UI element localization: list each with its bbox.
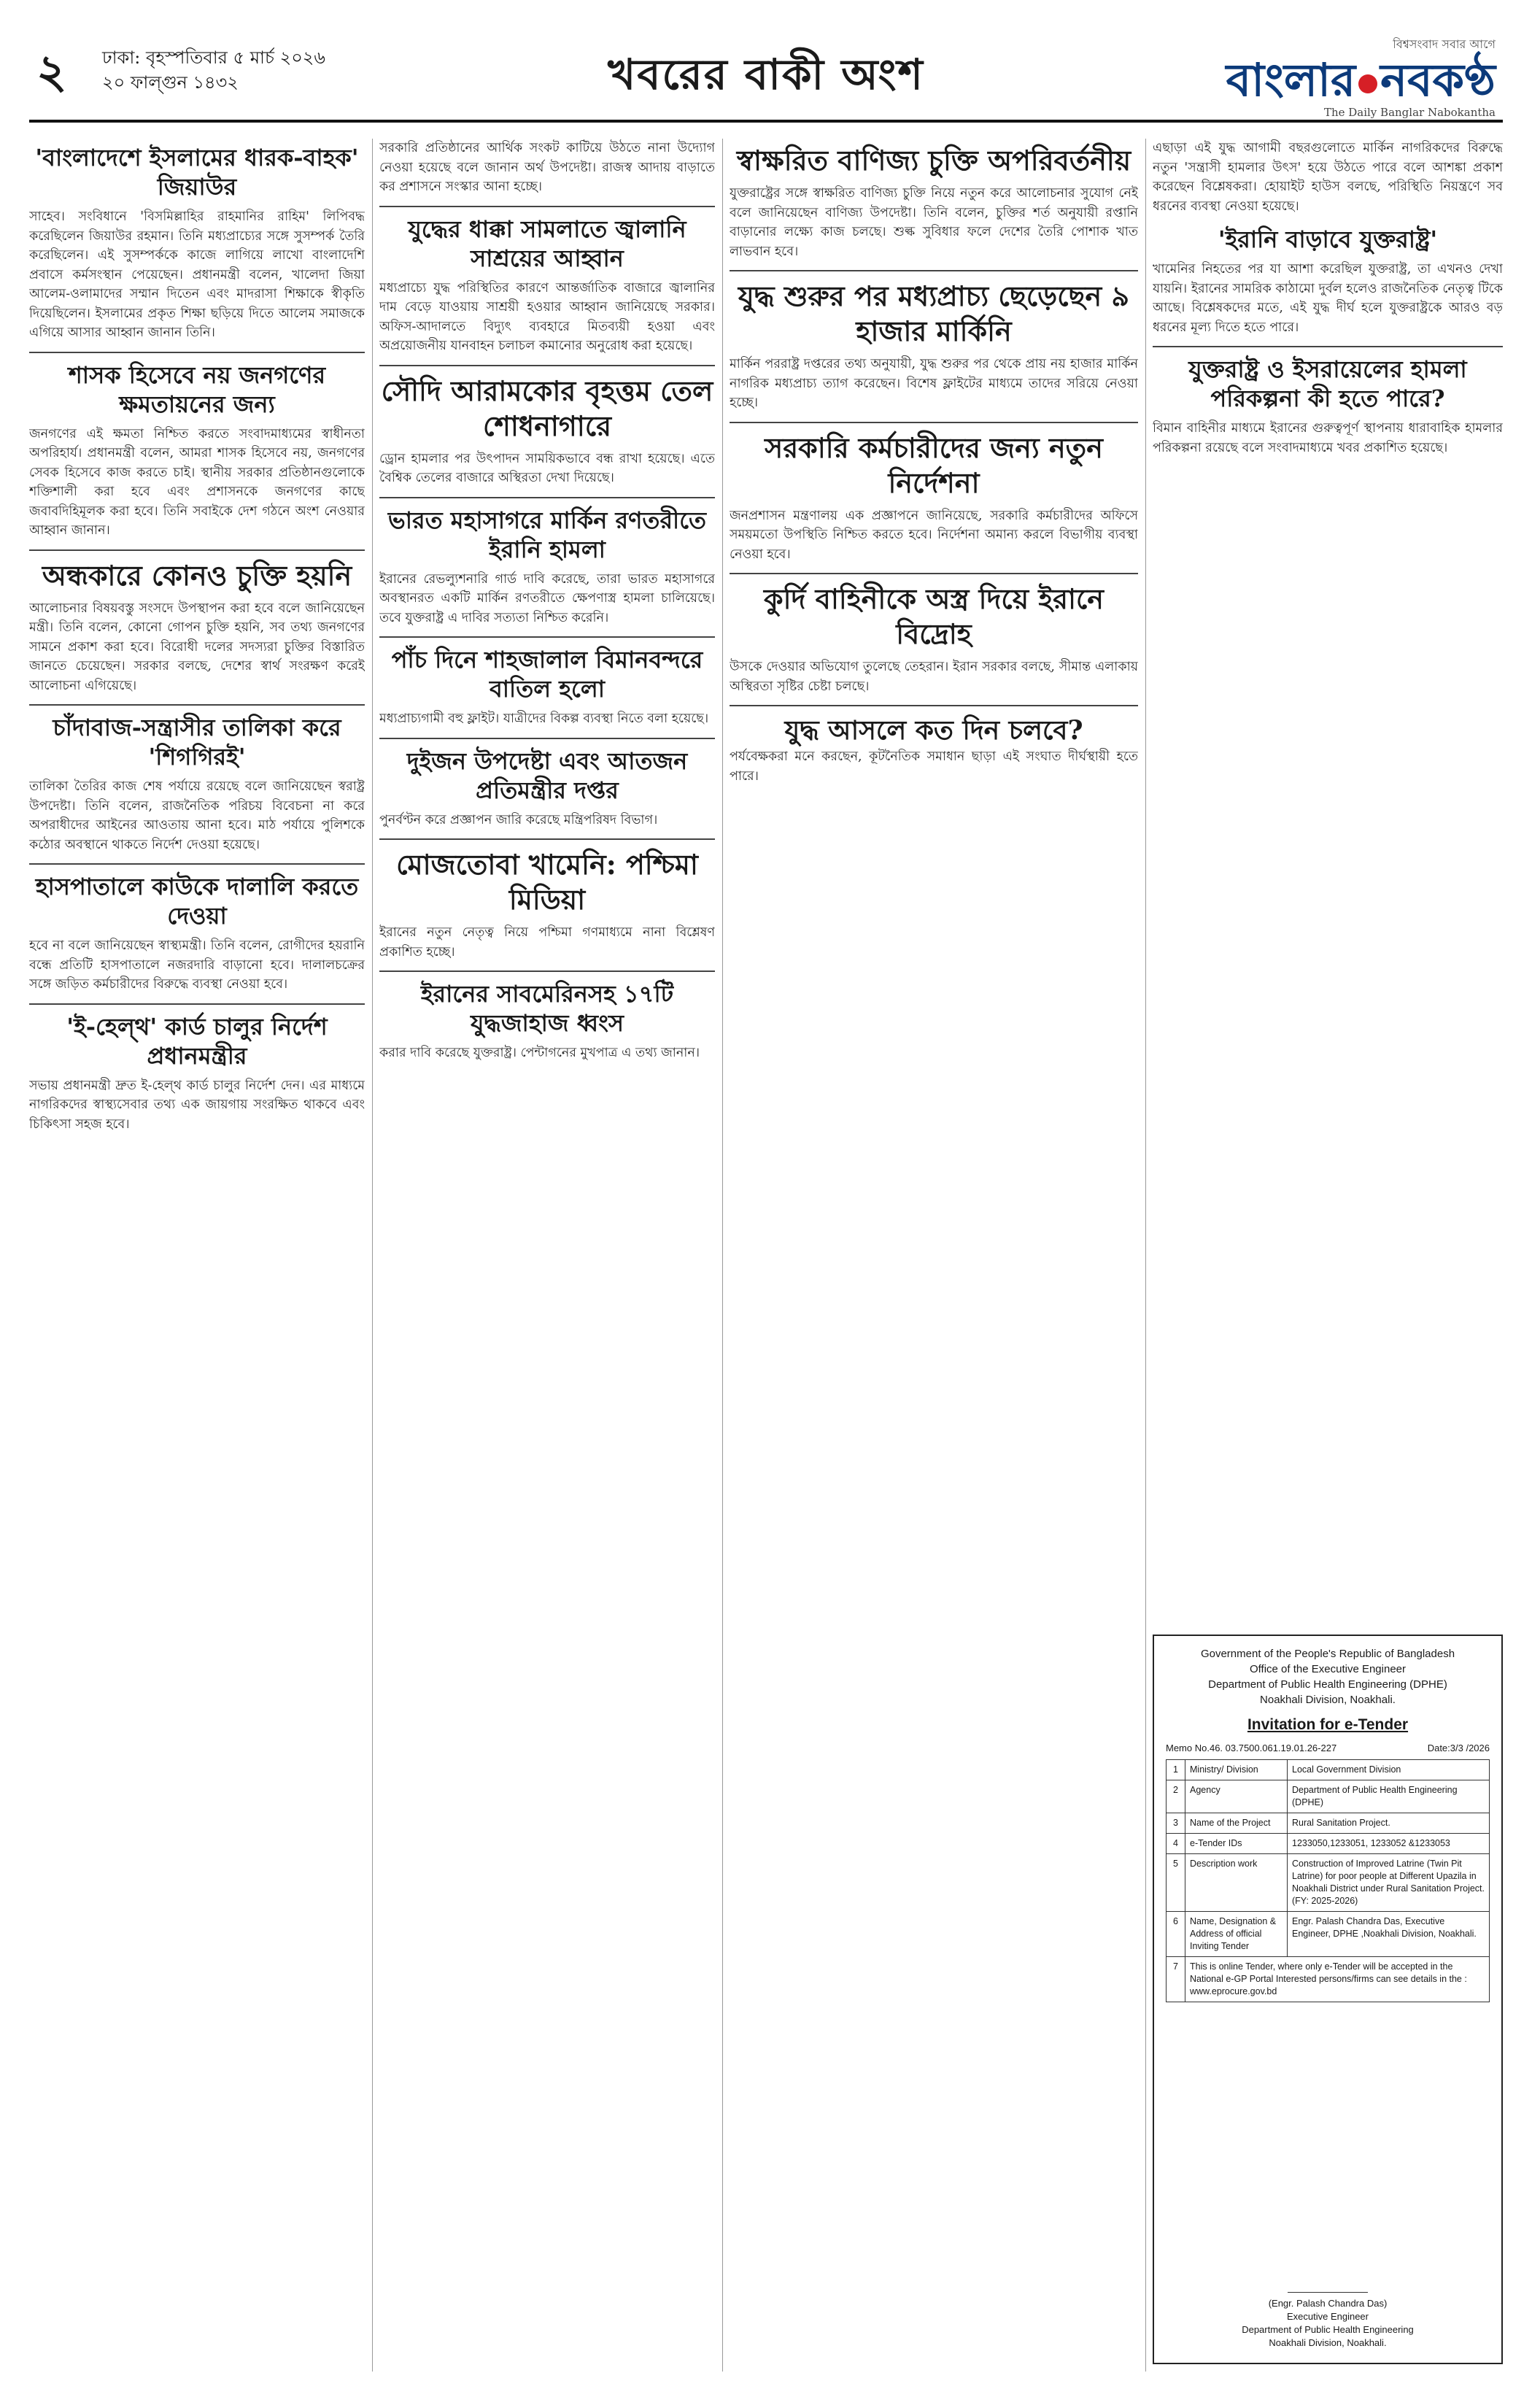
divider xyxy=(730,705,1138,706)
article-body: বিমান বাহিনীর মাধ্যমে ইরানের গুরুত্বপূর্ণ স্থাপনায় ধারাবাহিক হামলার পরিকল্পনা রয়েছে বলে সংবাদমাধ্যমে খবর প্রকাশিত হয়েছে। xyxy=(1153,421,1503,455)
divider xyxy=(379,365,715,366)
table-cell-n: 1 xyxy=(1167,1760,1185,1780)
headline: যুদ্ধের ধাক্কা সামলাতে জ্বালানি সাশ্রয়ের আহ্বান xyxy=(408,215,686,272)
brand-logo xyxy=(1226,35,1496,119)
table-cell-label: Agency xyxy=(1185,1780,1288,1813)
column-3 xyxy=(730,139,1138,2372)
table-cell-label: Ministry/ Division xyxy=(1185,1760,1288,1780)
tender-issuer xyxy=(1166,1646,1490,1707)
headline: 'ইরানি বাড়াবে যুক্তরাষ্ট্র' xyxy=(1218,225,1438,253)
headline: সরকারি কর্মচারীদের জন্য নতুন নির্দেশনা xyxy=(765,431,1103,499)
divider xyxy=(1153,346,1503,347)
issuer-line: Noakhali Division, Noakhali. xyxy=(1260,1694,1396,1706)
headline: 'বাংলাদেশে ইসলামের ধারক-বাহক' জিয়াউর xyxy=(35,144,359,201)
section-title: খবরের বাকী অংশ xyxy=(608,50,924,99)
article-body: তালিকা তৈরির কাজ শেষ পর্যায়ে রয়েছে বলে জানিয়েছেন স্বরাষ্ট্র উপদেষ্টা। তিনি বলেন, রাজনৈতিক পরিচয় বিবেচনা না করে অপরাধীদের আইনের আওতায় আনা হবে। মাঠ পর্যায়ে পুলিশকে কঠোর অবস্থানে থাকতে নির্দেশ দেওয়া হয়েছে। xyxy=(29,779,365,852)
divider xyxy=(29,352,365,353)
column-divider xyxy=(372,139,373,2372)
brand-tagline: বিশ্বসংবাদ সবার আগে xyxy=(1393,37,1496,51)
divider xyxy=(379,838,715,840)
divider xyxy=(379,970,715,972)
memo-date: Date:3/3 /2026 xyxy=(1427,1743,1490,1753)
article-body: সাহেব। সংবিধানে 'বিসমিল্লাহির রাহমানির রাহিম' লিপিবদ্ধ করেছিলেন জিয়াউর রহমান। তিনি মধ্যপ্রাচ্যের সঙ্গে সুসম্পর্ক তৈরি করেছিলেন। এই সুসম্পর্ককে কাজে লাগিয়ে লাখো বাংলাদেশি প্রবাসে কর্মসংস্থান পেয়েছেন। প্রধানমন্ত্রী বলেন, খালেদা জিয়া আলেম-ওলামাদের সম্মান দিতেন এবং মাদরাসা শিক্ষাকে স্বীকৃতি দিয়েছিলেন। ইসলামের প্রকৃত শিক্ষা ছড়িয়ে দিতে আলেম সমাজকে এগিয়ে আসার আহ্বান জানান তিনি। xyxy=(29,209,365,340)
date-gregorian: ঢাকা: বৃহস্পতিবার ৫ মার্চ ২০২৬ xyxy=(102,47,326,68)
headline: শাসক হিসেবে নয় জনগণের ক্ষমতায়নের জন্য xyxy=(68,360,326,418)
table-cell-label: Name of the Project xyxy=(1185,1813,1288,1834)
headline: স্বাক্ষরিত বাণিজ্য চুক্তি অপরিবর্তনীয় xyxy=(736,144,1131,177)
divider xyxy=(379,636,715,638)
article-body: ইরানের নতুন নেতৃত্ব নিয়ে পশ্চিমা গণমাধ্যমে নানা বিশ্লেষণ প্রকাশিত হচ্ছে। xyxy=(379,925,715,960)
article-body: উসকে দেওয়ার অভিযোগ তুলেছে তেহরান। ইরান সরকার বলছে, সীমান্ত এলাকায় অস্থিরতা সৃষ্টির চেষ্টা চলছে। xyxy=(730,660,1138,694)
headline: কুর্দি বাহিনীকে অস্ত্র দিয়ে ইরানে বিদ্রোহ xyxy=(764,582,1104,650)
table-cell-label: e-Tender IDs xyxy=(1185,1834,1288,1854)
date-bangla: ২০ ফাল্গুন ১৪৩২ xyxy=(102,72,239,93)
article-body: এছাড়া এই যুদ্ধ আগামী বছরগুলোতে মার্কিন নাগরিকদের বিরুদ্ধে নতুন 'সন্ত্রাসী হামলার উৎস' হয়ে উঠতে পারে বলে আশঙ্কা প্রকাশ করেছেন বিশ্লেষকরা। হোয়াইট হাউস বলছে, পরিস্থিতি নিয়ন্ত্রণে সব ধরনের ব্যবস্থা নেওয়া হয়েছে। xyxy=(1153,141,1503,214)
article-body: করার দাবি করেছে যুক্তরাষ্ট্র। পেন্টাগনের মুখপাত্র এ তথ্য জানান। xyxy=(379,1046,700,1060)
table-row xyxy=(1167,1834,1490,1854)
article-body: হবে না বলে জানিয়েছেন স্বাস্থ্যমন্ত্রী। তিনি বলেন, রোগীদের হয়রানি বন্ধে প্রতিটি হাসপাতালে নজরদারি বাড়ানো হবে। দালালচক্রের সঙ্গে জড়িত কর্মচারীদের বিরুদ্ধে ব্যবস্থা নেওয়া হবে। xyxy=(29,938,365,992)
column-2 xyxy=(379,139,715,2372)
article-body: জনপ্রশাসন মন্ত্রণালয় এক প্রজ্ঞাপনে জানিয়েছে, সরকারি কর্মচারীদের অফিসে সময়মতো উপস্থিতি নিশ্চিত করতে হবে। নির্দেশনা অমান্য করলে বিভাগীয় ব্যবস্থা নেওয়া হবে। xyxy=(730,508,1138,562)
article-body: সভায় প্রধানমন্ত্রী দ্রুত ই-হেল্থ কার্ড চালুর নির্দেশ দেন। এর মাধ্যমে নাগরিকদের স্বাস্থ্যসেবার তথ্য এক জায়গায় সংরক্ষিত থাকবে এবং চিকিৎসা সহজ হবে। xyxy=(29,1078,365,1132)
tender-notice xyxy=(1153,1635,1503,2364)
brand-name-b: নবকণ্ঠ xyxy=(1380,53,1496,107)
divider xyxy=(29,704,365,706)
article-body: জনগণের এই ক্ষমতা নিশ্চিত করতে সংবাদমাধ্যমের স্বাধীনতা অপরিহার্য। প্রধানমন্ত্রী বলেন, আমরা শাসক হিসেবে নয়, জনগণের সেবক হিসেবে কাজ করতে চাই। স্থানীয় সরকার প্রতিষ্ঠানগুলোকে শক্তিশালী করা হবে এবং প্রশাসনকে জনগণের কাছে জবাবদিহিমূলক করা হবে। তিনি সবাইকে দেশ গঠনে অংশ নেওয়ার আহ্বান জানান। xyxy=(29,426,365,538)
signatory-name: (Engr. Palash Chandra Das) xyxy=(1268,2298,1388,2309)
signatory-office: Noakhali Division, Noakhali. xyxy=(1269,2337,1387,2348)
column-4 xyxy=(1153,139,1503,1620)
brand-name-a: বাংলার xyxy=(1226,53,1356,107)
divider xyxy=(730,573,1138,574)
headline: অন্ধকারে কোনও চুক্তি হয়নি xyxy=(42,558,352,592)
headline: যুদ্ধ শুরুর পর মধ্যপ্রাচ্য ছেড়েছেন ৯ হাজার মার্কিনি xyxy=(738,279,1130,347)
headline: যুক্তরাষ্ট্র ও ইসরায়েলের হামলা পরিকল্পনা কী হতে পারে? xyxy=(1188,355,1467,412)
divider xyxy=(29,1003,365,1005)
article-body: যুক্তরাষ্ট্রের সঙ্গে স্বাক্ষরিত বাণিজ্য চুক্তি নিয়ে নতুন করে আলোচনার সুযোগ নেই বলে জানিয়েছেন বাণিজ্য উপদেষ্টা। তিনি বলেন, চুক্তির শর্ত অনুযায়ী রপ্তানি বাড়ানোর লক্ষ্যে কাজ চলছে। শুল্ক সুবিধার ফলে দেশের তৈরি পোশাক খাত লাভবান হবে। xyxy=(730,186,1138,259)
page-number: ২ xyxy=(36,46,67,98)
table-row xyxy=(1167,1780,1490,1813)
divider xyxy=(379,497,715,498)
table-cell-value: Rural Sanitation Project. xyxy=(1288,1813,1490,1834)
brand-dot-icon xyxy=(1358,74,1377,93)
table-cell-label: Description work xyxy=(1185,1854,1288,1912)
article-body: আলোচনার বিষয়বস্তু সংসদে উপস্থাপন করা হবে বলে জানিয়েছেন মন্ত্রী। তিনি বলেন, কোনো গোপন চুক্তি হয়নি, সব তথ্য জনগণের সামনে প্রকাশ করা হবে। বিরোধী দলের সদস্যরা চুক্তির বিস্তারিত জানতে চেয়েছেন। সরকার বলছে, দেশের স্বার্থ সংরক্ষণ করেই আলোচনা এগিয়েছে। xyxy=(29,601,365,693)
memo-line xyxy=(1166,1743,1490,1753)
table-cell-n: 3 xyxy=(1167,1813,1185,1834)
memo-number: Memo No.46. 03.7500.061.19.01.26-227 xyxy=(1166,1743,1337,1753)
masthead xyxy=(29,29,1503,123)
table-row xyxy=(1167,1760,1490,1780)
article-body: মধ্যপ্রাচ্যে যুদ্ধ পরিস্থিতির কারণে আন্তর্জাতিক বাজারে জ্বালানির দাম বেড়ে যাওয়ায় সাশ্রয়ী হওয়ার আহ্বান জানিয়েছে সরকার। অফিস-আদালতে বিদ্যুৎ ব্যবহারে মিতব্যয়ী হওয়া এবং অপ্রয়োজনীয় যানবাহন চলাচল কমানোর অনুরোধ করা হয়েছে। xyxy=(379,280,715,353)
issuer-line: Office of the Executive Engineer xyxy=(1249,1663,1406,1675)
headline: মোজতোবা খামেনি: পশ্চিমা মিডিয়া xyxy=(396,848,698,916)
headline: ইরানের সাবমেরিনসহ ১৭টি যুদ্ধজাহাজ ধ্বংস xyxy=(420,980,674,1037)
divider xyxy=(29,549,365,551)
signatory-title: Executive Engineer xyxy=(1286,2311,1369,2322)
table-row xyxy=(1167,1813,1490,1834)
divider xyxy=(379,738,715,739)
table-cell-n: 4 xyxy=(1167,1834,1185,1854)
article-body: মার্কিন পররাষ্ট্র দপ্তরের তথ্য অনুযায়ী, যুদ্ধ শুরুর পর থেকে প্রায় নয় হাজার মার্কিন নাগরিক মধ্যপ্রাচ্য ত্যাগ করেছেন। বিশেষ ফ্লাইটের মাধ্যমে তাদের সরিয়ে নেওয়া হচ্ছে। xyxy=(730,357,1138,410)
signatory-dept: Department of Public Health Engineering xyxy=(1242,2324,1414,2335)
signature-block xyxy=(1164,2256,1491,2350)
signature-image xyxy=(1288,2256,1368,2293)
table-cell-value: Department of Public Health Engineering (DPHE) xyxy=(1288,1780,1490,1813)
table-cell-n: 7 xyxy=(1167,1957,1185,2002)
article-body: পুনর্বণ্টন করে প্রজ্ঞাপন জারি করেছে মন্ত্রিপরিষদ বিভাগ। xyxy=(379,812,658,827)
table-cell-value: Engr. Palash Chandra Das, Executive Engineer, DPHE ,Noakhali Division, Noakhali. xyxy=(1288,1912,1490,1957)
headline: সৌদি আরামকোর বৃহত্তম তেল শোধনাগারে xyxy=(381,374,713,442)
issuer-line: Department of Public Health Engineering (DPHE) xyxy=(1208,1678,1447,1691)
divider xyxy=(379,206,715,207)
divider xyxy=(730,270,1138,271)
headline: 'ই-হেল্থ' কার্ড চালুর নির্দেশ প্রধানমন্ত্রীর xyxy=(66,1012,328,1070)
column-divider xyxy=(722,139,723,2372)
table-cell-n: 2 xyxy=(1167,1780,1185,1813)
headline: দুইজন উপদেষ্টা এবং আতজন প্রতিমন্ত্রীর দপ্তর xyxy=(406,746,688,804)
headline: যুদ্ধ আসলে কত দিন চলবে? xyxy=(784,715,1083,746)
table-row xyxy=(1167,1957,1490,2002)
headline: ভারত মহাসাগরে মার্কিন রণতরীতে ইরানি হামলা xyxy=(387,506,707,563)
headline: পাঁচ দিনে শাহজালাল বিমানবন্দরে বাতিল হলো xyxy=(391,646,703,703)
table-cell-n: 6 xyxy=(1167,1912,1185,1957)
table-cell-value: This is online Tender, where only e-Tender will be accepted in the National e-GP Portal Interested persons/firms can see details in the : www.eprocure.gov.bd xyxy=(1185,1957,1490,2002)
table-cell-n: 5 xyxy=(1167,1854,1185,1912)
table-cell-value: 1233050,1233051, 1233052 &1233053 xyxy=(1288,1834,1490,1854)
article-body: মধ্যপ্রাচ্যগামী বহু ফ্লাইট। যাত্রীদের বিকল্প ব্যবস্থা নিতে বলা হয়েছে। xyxy=(379,711,709,726)
article-body: পর্যবেক্ষকরা মনে করছেন, কূটনৈতিক সমাধান ছাড়া এই সংঘাত দীর্ঘস্থায়ী হতে পারে। xyxy=(730,749,1138,784)
column-1 xyxy=(29,139,365,2372)
headline: হাসপাতালে কাউকে দালালি করতে দেওয়া xyxy=(35,873,359,930)
article-body: খামেনির নিহতের পর যা আশা করেছিল যুক্তরাষ্ট্র, তা এখনও দেখা যায়নি। ইরানের সামরিক কাঠামো দুর্বল হলেও রাজনৈতিক নেতৃত্ব টিকে আছে। বিশ্লেষকদের মতে, এই যুদ্ধ দীর্ঘ হলে যুক্তরাষ্ট্রকে আরও বড় ধরনের মূল্য দিতে হতে পারে। xyxy=(1153,262,1503,335)
brand-name xyxy=(1226,55,1496,106)
table-row xyxy=(1167,1854,1490,1912)
table-cell-label: Name, Designation & Address of official Inviting Tender xyxy=(1185,1912,1288,1957)
tender-table xyxy=(1166,1759,1490,2002)
table-cell-value: Construction of Improved Latrine (Twin Pit Latrine) for poor people at Different Upazila in Noakhali District under Rural Sanitation Project. (FY: 2025-2026) xyxy=(1288,1854,1490,1912)
table-row xyxy=(1167,1912,1490,1957)
tender-title: Invitation for e-Tender xyxy=(1247,1716,1409,1733)
issuer-line: Government of the People's Republic of Bangladesh xyxy=(1200,1648,1455,1660)
divider xyxy=(29,863,365,865)
headline: চাঁদাবাজ-সন্ত্রাসীর তালিকা করে 'শিগগিরই' xyxy=(53,714,341,771)
brand-english: The Daily Banglar Nabokantha xyxy=(1323,106,1496,119)
article-body: ড্রোন হামলার পর উৎপাদন সাময়িকভাবে বন্ধ রাখা হয়েছে। এতে বৈশ্বিক তেলের বাজারে অস্থিরতা দেখা দিয়েছে। xyxy=(379,451,715,485)
column-divider xyxy=(1145,139,1146,2372)
table-cell-value: Local Government Division xyxy=(1288,1760,1490,1780)
article-body: সরকারি প্রতিষ্ঠানের আর্থিক সংকট কাটিয়ে উঠতে নানা উদ্যোগ নেওয়া হয়েছে বলে জানান অর্থ উপদেষ্টা। রাজস্ব আদায় বাড়াতে কর প্রশাসনে সংস্কার আনা হচ্ছে। xyxy=(379,141,715,194)
article-body: ইরানের রেভল্যুশনারি গার্ড দাবি করেছে, তারা ভারত মহাসাগরে অবস্থানরত একটি মার্কিন রণতরীতে ক্ষেপণাস্ত্র হামলা চালিয়েছে। তবে যুক্তরাষ্ট্র এ দাবির সত্যতা নিশ্চিত করেনি। xyxy=(379,571,715,625)
divider xyxy=(730,422,1138,423)
